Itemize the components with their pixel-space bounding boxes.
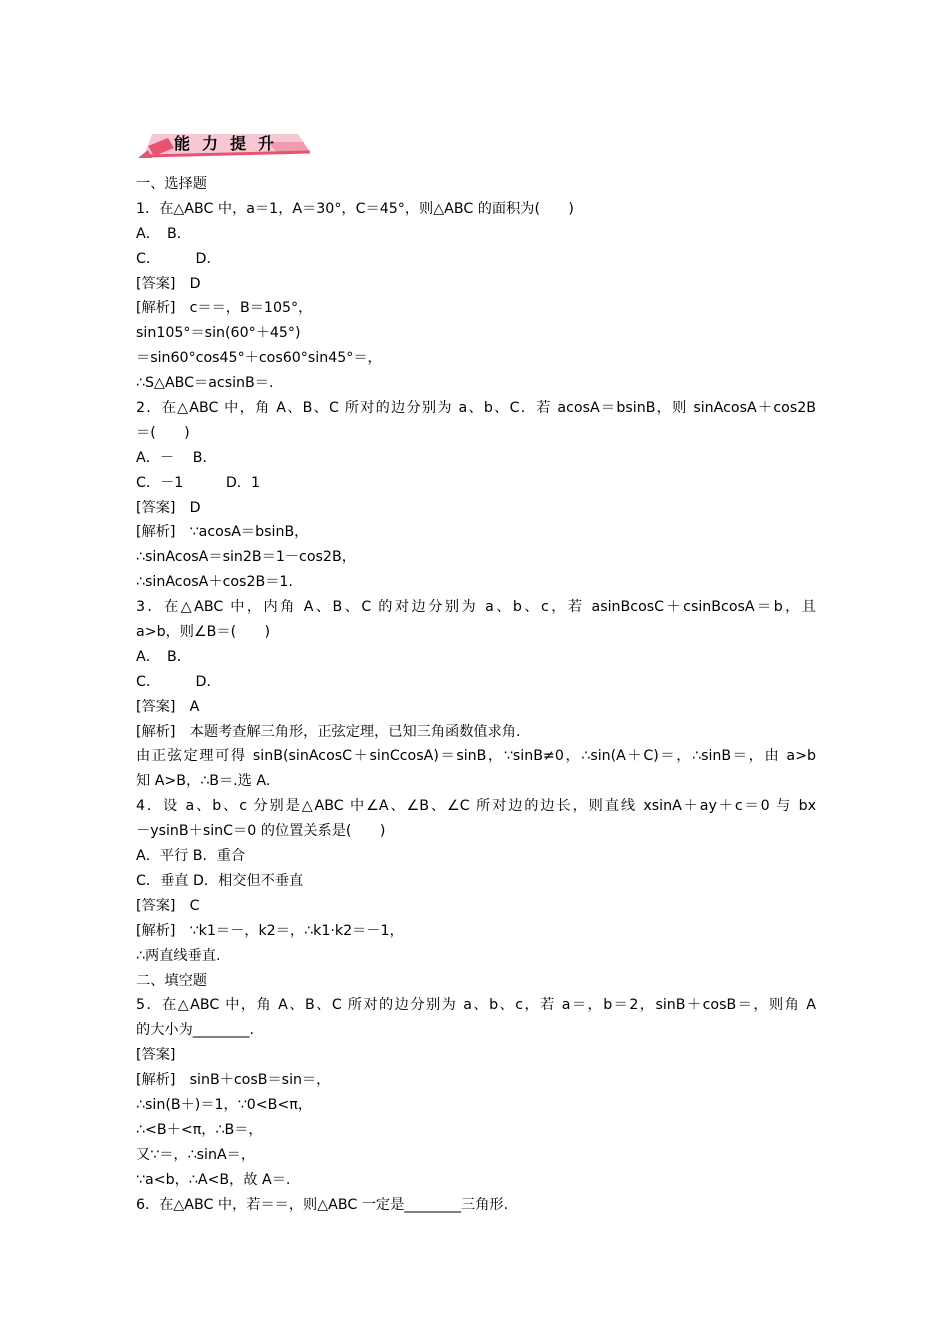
question-2: 2．在△ABC 中，角 A、B、C 所对的边分别为 a、b、C．若 acosA＝bsinB，则 sinAcosA＋cos2B xyxy=(136,400,816,417)
document-body xyxy=(136,172,816,1217)
question-6: 6．在△ABC 中，若＝＝，则△ABC 一定是________三角形. xyxy=(136,1196,509,1213)
question-4-cont: －ysinB＋sinC＝0 的位置关系是( ) xyxy=(136,823,386,840)
q4-analysis-1: [解析] ∵k1＝－，k2＝，∴k1·k2＝－1， xyxy=(136,922,404,939)
q2-answer: [答案] D xyxy=(136,499,201,516)
banner-title: 能力提升 xyxy=(174,134,287,153)
q3-analysis-3: 知 A>B，∴B＝.选 A. xyxy=(136,773,271,790)
q2-analysis-1: [解析] ∵acosA＝bsinB， xyxy=(136,524,309,541)
q3-options-ab: A． B． xyxy=(136,648,191,665)
q1-analysis-3: ＝sin60°cos45°＋cos60°sin45°＝， xyxy=(136,350,382,367)
question-5-cont: 的大小为________. xyxy=(136,1022,255,1039)
q1-answer: [答案] D xyxy=(136,275,201,292)
q3-analysis-1: [解析] 本题考查解三角形，正弦定理，已知三角函数值求角. xyxy=(136,723,521,740)
q2-options-ab: A．－ B． xyxy=(136,449,217,466)
q5-analysis-2: ∴sin(B＋)＝1，∵0<B<π， xyxy=(136,1096,313,1113)
question-3: 3．在△ABC 中，内角 A、B、C 的对边分别为 a、b、c，若 asinBcosC＋csinBcosA＝b，且 xyxy=(136,599,816,616)
q3-analysis-2: 由正弦定理可得 sinB(sinAcosC＋sinCcosA)＝sinB，∵sinB≠0，∴sin(A＋C)＝，∴sinB＝，由 a>b xyxy=(136,748,816,765)
question-3-cont: a>b，则∠B＝( ) xyxy=(136,624,271,641)
q2-analysis-2: ∴sinAcosA＝sin2B＝1－cos2B， xyxy=(136,549,356,566)
q5-analysis-5: ∵a<b，∴A<B，故 A＝. xyxy=(136,1171,291,1188)
q5-answer: [答案] xyxy=(136,1047,176,1064)
q4-options-ab: A．平行 B．重合 xyxy=(136,848,246,865)
q1-analysis-1: [解析] c＝＝，B＝105°， xyxy=(136,300,313,317)
section-heading-choice: 一、选择题 xyxy=(136,176,207,192)
q3-answer: [答案] A xyxy=(136,698,200,715)
q1-analysis-4: ∴S△ABC＝acsinB＝. xyxy=(136,375,274,392)
q3-options-cd: C． D． xyxy=(136,673,221,690)
q5-analysis-4: 又∵＝，∴sinA＝， xyxy=(136,1146,256,1163)
section-heading-fill: 二、填空题 xyxy=(136,972,207,989)
q1-analysis-2: sin105°＝sin(60°＋45°) xyxy=(136,325,301,342)
q4-answer: [答案] C xyxy=(136,897,200,914)
q1-options-ab: A． B． xyxy=(136,225,191,242)
section-banner xyxy=(138,128,310,160)
question-1: 1．在△ABC 中，a＝1，A＝30°，C＝45°，则△ABC 的面积为( ) xyxy=(136,200,574,217)
q5-analysis-3: ∴<B＋<π，∴B＝， xyxy=(136,1121,263,1138)
question-2-cont: ＝( ) xyxy=(136,424,190,441)
q2-analysis-3: ∴sinAcosA＋cos2B＝1. xyxy=(136,574,293,591)
question-4: 4．设 a、b、c 分别是△ABC 中∠A、∠B、∠C 所对边的边长，则直线 xsinA＋ay＋c＝0 与 bx xyxy=(136,798,816,815)
q2-options-cd: C．－1 D．1 xyxy=(136,474,261,491)
question-5: 5．在△ABC 中，角 A、B、C 所对的边分别为 a、b、c，若 a＝，b＝2，sinB＋cosB＝，则角 A xyxy=(136,997,816,1014)
q1-options-cd: C． D． xyxy=(136,250,221,267)
q4-options-cd: C．垂直 D．相交但不垂直 xyxy=(136,872,304,889)
q5-analysis-1: [解析] sinB＋cosB＝sin＝， xyxy=(136,1072,331,1089)
q4-analysis-2: ∴两直线垂直. xyxy=(136,947,221,964)
